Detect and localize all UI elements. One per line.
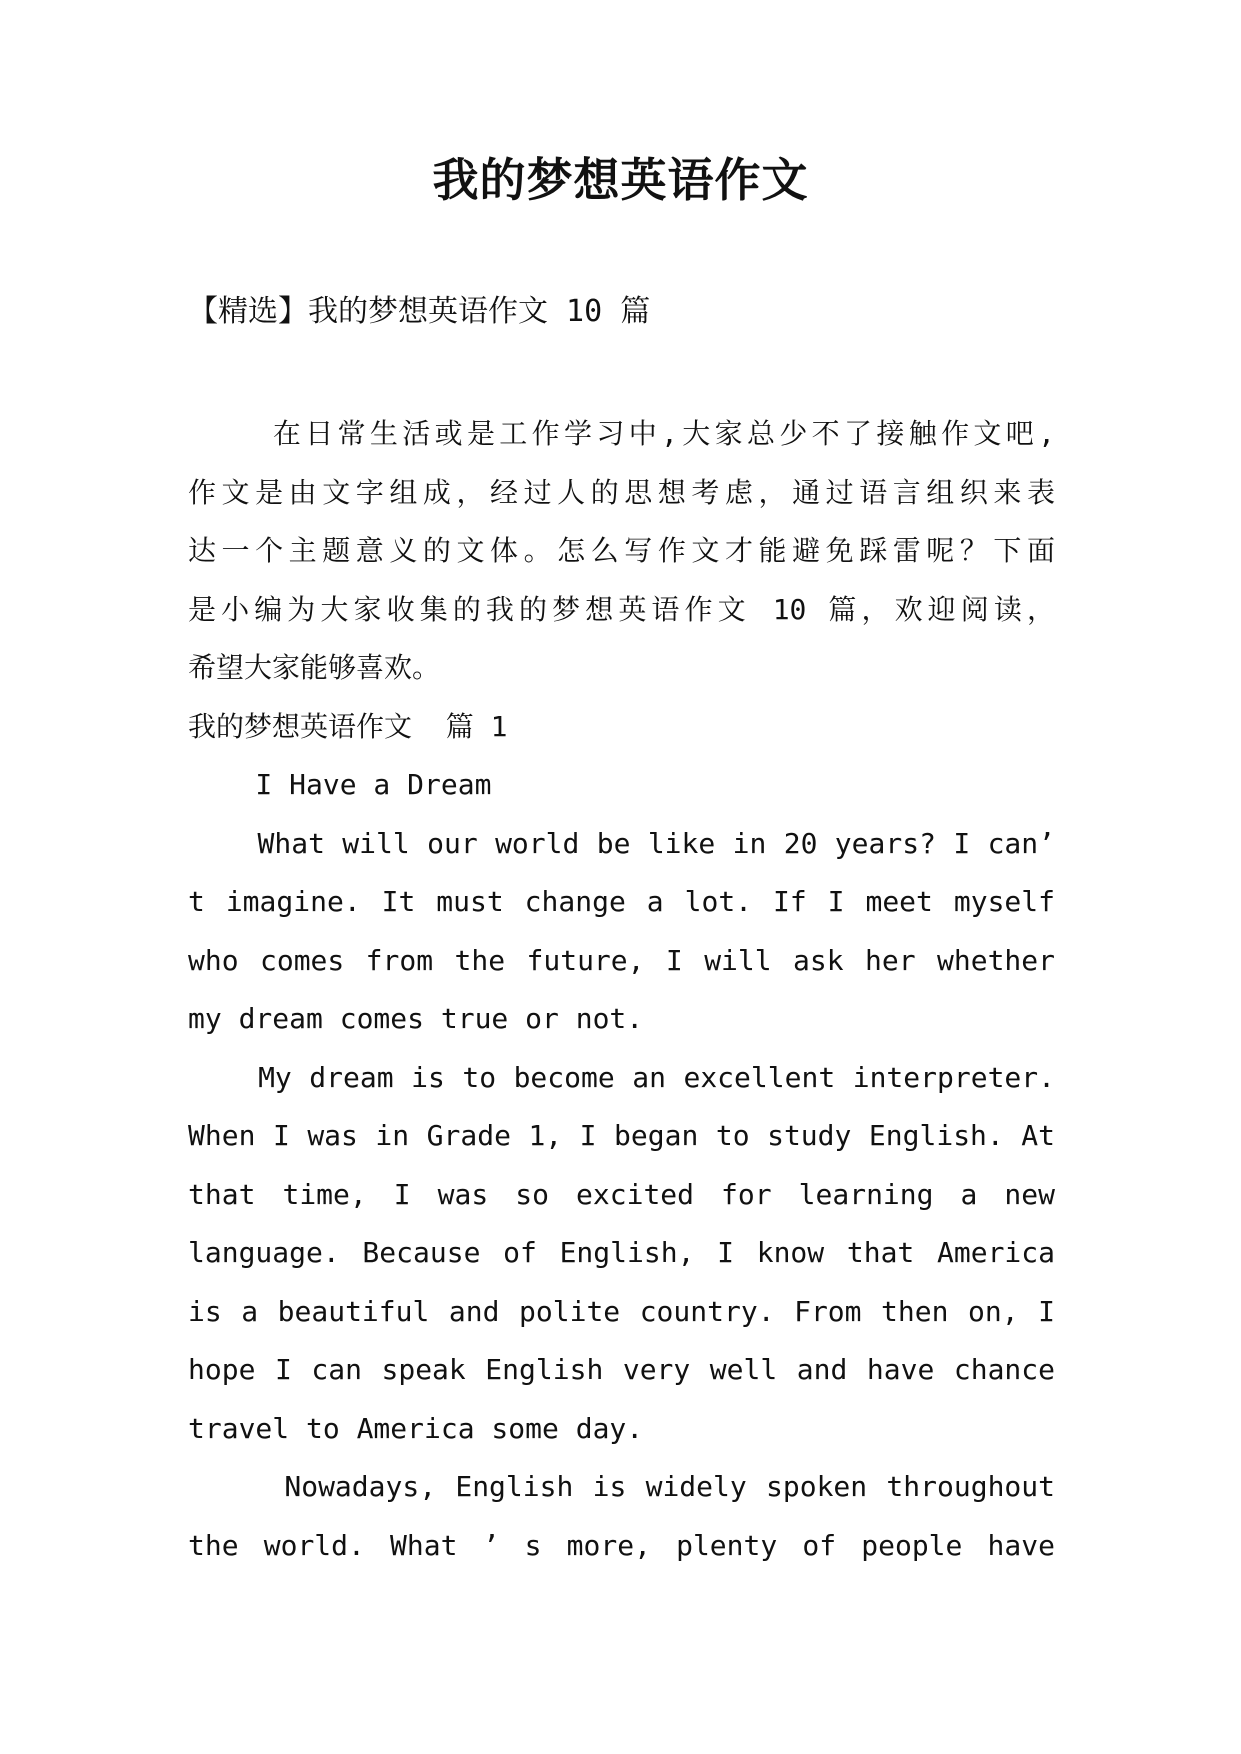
document-body bbox=[188, 405, 1055, 1575]
text-line: hope I can speak English very well and have chance bbox=[188, 1353, 1055, 1386]
text-line: 我的梦想英语作文 篇 1 bbox=[188, 709, 508, 743]
text-line: who comes from the future, I will ask her whether bbox=[188, 943, 1055, 977]
text-line: 作文是由文字组成，经过人的思想考虑，通过语言组织来表 bbox=[188, 475, 1055, 509]
text-line: 是小编为大家收集的我的梦想英语作文 10 篇，欢迎阅读， bbox=[188, 592, 1055, 626]
text-line: 在日常生活或是工作学习中,大家总少不了接触作文吧, bbox=[188, 417, 1055, 450]
text-line: What will our world be like in 20 years? I can’ bbox=[188, 826, 1055, 860]
text-line: 达一个主题意义的文体。怎么写作文才能避免踩雷呢？下面 bbox=[188, 534, 1055, 567]
text-line: my dream comes true or not. bbox=[188, 1002, 644, 1035]
text-line: My dream is to become an excellent interpreter. bbox=[188, 1060, 1055, 1094]
document-subtitle: 【精选】我的梦想英语作文 10 篇 bbox=[188, 294, 651, 329]
text-line: the world. What ’ s more, plenty of people have bbox=[188, 1528, 1055, 1562]
text-line: language. Because of English, I know that America bbox=[188, 1236, 1055, 1269]
text-line: t imagine. It must change a lot. If I meet myself bbox=[188, 885, 1055, 918]
document-title: 我的梦想英语作文 bbox=[432, 153, 809, 207]
text-line: 希望大家能够喜欢。 bbox=[188, 651, 441, 684]
text-line: travel to America some day. bbox=[188, 1411, 644, 1445]
text-line: Nowadays, English is widely spoken throughout bbox=[188, 1470, 1055, 1503]
text-line: When I was in Grade 1, I began to study English. At bbox=[188, 1119, 1055, 1152]
text-line: is a beautiful and polite country. From then on, I bbox=[188, 1294, 1055, 1328]
text-line: I Have a Dream bbox=[188, 768, 492, 801]
text-line: that time, I was so excited for learning a new bbox=[188, 1177, 1055, 1211]
